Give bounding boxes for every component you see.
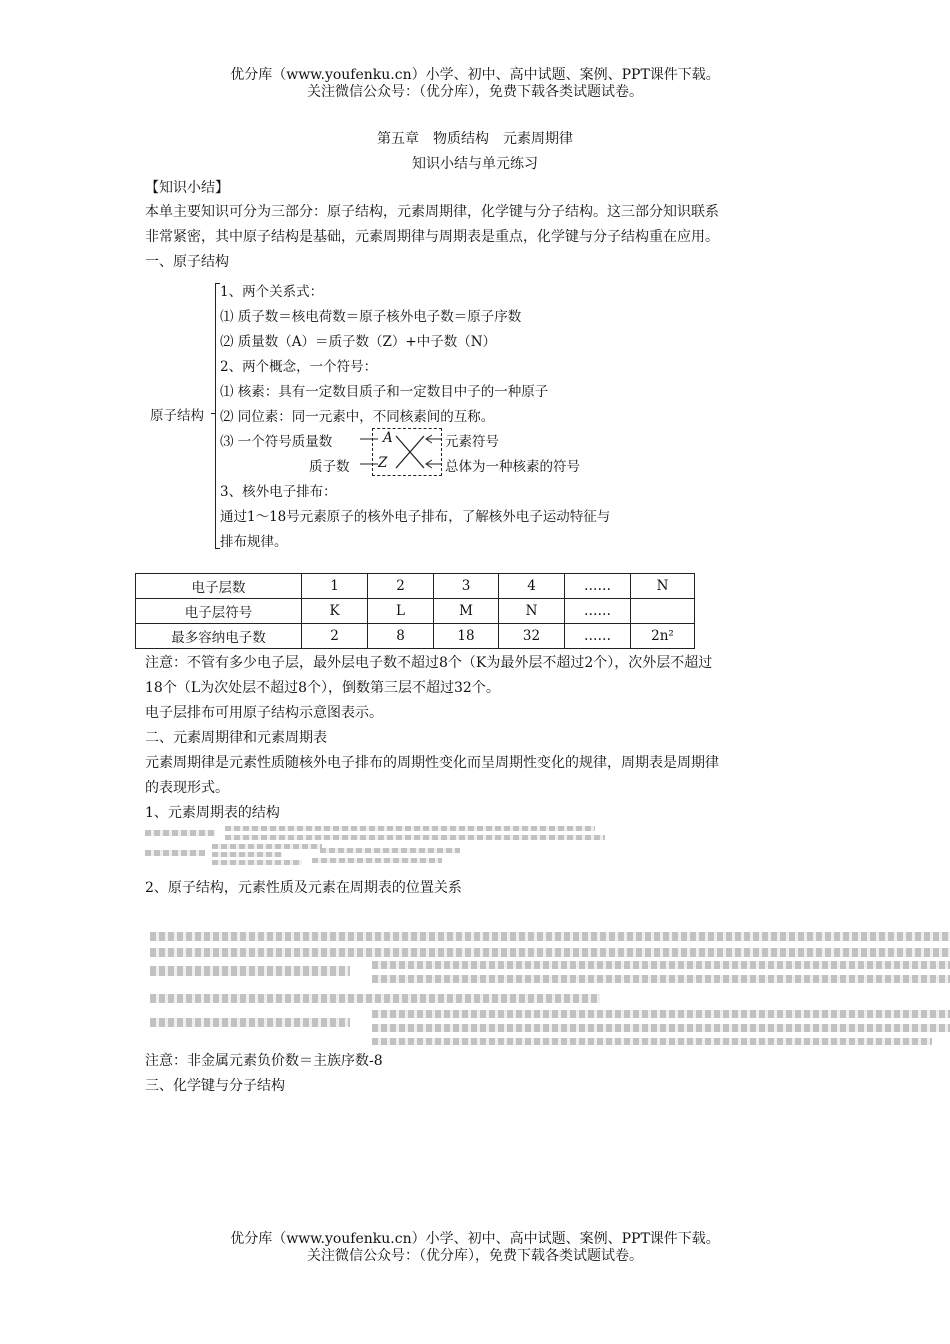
- header-line-1: 优分库（www.youfenku.cn）小学、初中、高中试题、案例、PPT课件下载。: [230, 67, 720, 83]
- note-2: 电子层排布可用原子结构示意图表示。: [145, 705, 383, 721]
- item-3-text-2: 排布规律。: [220, 534, 288, 550]
- table-cell: 电子层符号: [136, 599, 302, 624]
- section-2-heading: 二、元素周期律和元素周期表: [145, 730, 327, 746]
- summary-heading: 【知识小结】: [145, 180, 229, 196]
- section-2-sub-2: 2、原子结构，元素性质及元素在周期表的位置关系: [145, 880, 462, 896]
- section-2-sub-1: 1、元素周期表的结构: [145, 805, 280, 821]
- table-row: [136, 599, 695, 624]
- section-1-heading: 一、原子结构: [145, 254, 229, 270]
- table-cell: N: [499, 599, 565, 624]
- summary-para-line-2: 非常紧密，其中原子结构是基础，元素周期律与周期表是重点，化学键与分子结构重在应用。: [145, 229, 719, 245]
- note-1-line-2: 18个（L为次处层不超过8个），倒数第三层不超过32个。: [145, 680, 500, 696]
- symbol-mass-left: 质子数: [309, 459, 350, 475]
- table-cell: L: [368, 599, 434, 624]
- table-cell: N: [631, 574, 695, 599]
- table-cell: K: [302, 599, 368, 624]
- item-2: 2、两个概念，一个符号：: [220, 359, 378, 375]
- item-1: 1、两个关系式：: [220, 284, 324, 300]
- symbol-arrows: [360, 428, 450, 476]
- header-line-2: 关注微信公众号：（优分库），免费下载各类试题试卷。: [307, 84, 643, 100]
- table-cell: 2: [302, 624, 368, 649]
- note-1-line-1: 注意：不管有多少电子层，最外层电子数不超过8个（K为最外层不超过2个），次外层不超过: [145, 655, 713, 671]
- item-1-2: ⑵ 质量数（A）＝质子数（Z）+中子数（N）: [220, 334, 497, 350]
- item-2-2: ⑵ 同位素：同一元素中，不同核素间的互称。: [220, 409, 495, 425]
- table-cell: ……: [565, 599, 631, 624]
- item-3: 3、核外电子排布：: [220, 484, 337, 500]
- item-2-1: ⑴ 核素：具有一定数目质子和一定数目中子的一种原子: [220, 384, 549, 400]
- footer-line-2: 关注微信公众号：（优分库），免费下载各类试题试卷。: [307, 1248, 643, 1264]
- section-2-para-line-2: 的表现形式。: [145, 780, 229, 796]
- section-2-note: 注意：非金属元素负价数＝主族序数-8: [145, 1053, 383, 1069]
- table-cell: ……: [565, 574, 631, 599]
- electron-shell-table: [135, 573, 695, 649]
- brace-label: 原子结构: [150, 408, 204, 424]
- symbol-a: A: [383, 430, 393, 446]
- chapter-subtitle: 知识小结与单元练习: [412, 156, 538, 172]
- table-cell: ……: [565, 624, 631, 649]
- table-cell: 2: [368, 574, 434, 599]
- table-row: [136, 624, 695, 649]
- table-cell: 2n²: [631, 624, 695, 649]
- table-cell: [631, 599, 695, 624]
- symbol-z: Z: [378, 455, 388, 471]
- table-cell: 8: [368, 624, 434, 649]
- table-cell: M: [434, 599, 499, 624]
- section-3-heading: 三、化学键与分子结构: [145, 1078, 285, 1094]
- table-row: [136, 574, 695, 599]
- summary-para-line-1: 本单主要知识可分为三部分：原子结构，元素周期律，化学键与分子结构。这三部分知识联系: [145, 204, 719, 220]
- table-cell: 4: [499, 574, 565, 599]
- table-cell: 1: [302, 574, 368, 599]
- symbol-prefix: ⑶ 一个符号质量数: [220, 434, 333, 450]
- table-cell: 18: [434, 624, 499, 649]
- table-cell: 最多容纳电子数: [136, 624, 302, 649]
- footer-line-1: 优分库（www.youfenku.cn）小学、初中、高中试题、案例、PPT课件下载。: [230, 1231, 720, 1247]
- chapter-title: 第五章 物质结构 元素周期律: [377, 131, 573, 147]
- section-2-para-line-1: 元素周期律是元素性质随核外电子排布的周期性变化而呈周期性变化的规律，周期表是周期律: [145, 755, 719, 771]
- table-cell: 电子层数: [136, 574, 302, 599]
- symbol-right-bottom: 总体为一种核素的符号: [445, 459, 580, 475]
- symbol-right-top: 元素符号: [445, 434, 499, 450]
- item-3-text-1: 通过1～18号元素原子的核外电子排布，了解核外电子运动特征与: [220, 509, 611, 525]
- table-cell: 32: [499, 624, 565, 649]
- table-cell: 3: [434, 574, 499, 599]
- item-1-1: ⑴ 质子数＝核电荷数＝原子核外电子数＝原子序数: [220, 309, 522, 325]
